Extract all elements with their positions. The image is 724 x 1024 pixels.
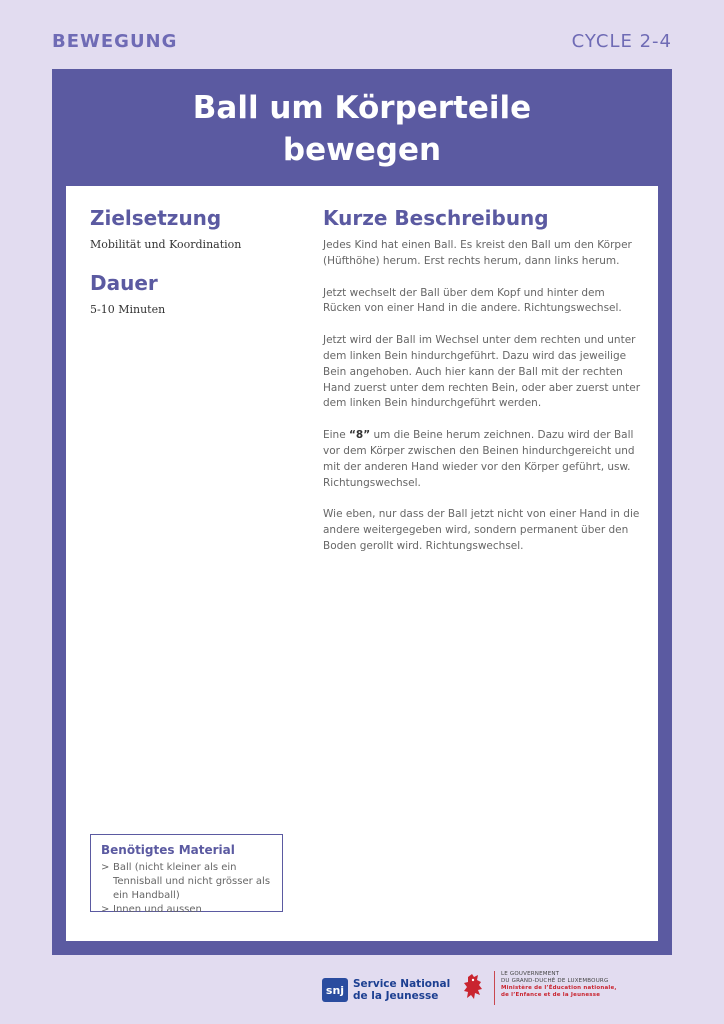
p4-bold: “8” bbox=[349, 429, 371, 442]
material-item bbox=[101, 903, 272, 917]
material-box bbox=[90, 834, 283, 915]
left-column bbox=[90, 206, 290, 316]
snj-name-line-1: Service National bbox=[353, 978, 451, 990]
zielsetzung-heading: Zielsetzung bbox=[90, 206, 222, 230]
chevron-right-icon: > bbox=[101, 862, 110, 873]
gov-divider bbox=[494, 971, 495, 1005]
material-item-text: Ball (nicht kleiner als ein Tennisball und nicht grösser als ein Handball) bbox=[113, 862, 271, 901]
government-logo bbox=[460, 971, 617, 1005]
gov-text bbox=[501, 971, 617, 1005]
page-header bbox=[0, 0, 724, 60]
p4-pre: Eine bbox=[323, 429, 350, 442]
page-title bbox=[52, 87, 672, 171]
lion-icon bbox=[460, 971, 488, 1003]
description-paragraph-4 bbox=[323, 428, 643, 491]
description-paragraph-3: Jetzt wird der Ball im Wechsel unter dem rechten und unter dem linken Bein hindurchgeführt. Dazu wird das jeweilige Bein angehoben. Auch hier kann der Ball mit der rechten Hand zuerst unter dem rechten Bein, oder aber zuerst unter dem linken Bein hindurchgeführt werden. bbox=[323, 334, 641, 410]
snj-brand bbox=[322, 978, 450, 1002]
gov-line-2: DU GRAND-DUCHÉ DE LUXEMBOURG bbox=[501, 978, 609, 984]
snj-name bbox=[353, 978, 450, 1002]
material-item-text: Innen und aussen bbox=[113, 904, 202, 915]
snj-logo: snj bbox=[322, 978, 348, 1002]
dauer-heading: Dauer bbox=[90, 271, 158, 295]
description-paragraph-2: Jetzt wechselt der Ball über dem Kopf und hinter dem Rücken von einer Hand in die andere. Richtungswechsel. bbox=[323, 286, 622, 315]
beschreibung-heading: Kurze Beschreibung bbox=[323, 206, 549, 230]
dauer-text: 5-10 Minuten bbox=[90, 303, 166, 316]
zielsetzung-text: Mobilität und Koordination bbox=[90, 238, 242, 251]
gov-line-4: de l’Enfance et de la Jeunesse bbox=[501, 992, 601, 998]
category-label: BEWEGUNG bbox=[52, 31, 178, 52]
p4-post: um die Beine herum zeichnen. Dazu wird der Ball vor dem Körper zwischen den Beinen hindurchgereicht und mit der anderen Hand wieder vor den Körper geführt, usw. Richtungswechsel. bbox=[323, 429, 635, 489]
right-column bbox=[323, 206, 643, 571]
description-paragraph-1: Jedes Kind hat einen Ball. Es kreist den Ball um den Körper (Hüfthöhe) herum. Erst rechts herum, dann links herum. bbox=[323, 239, 632, 267]
description-body bbox=[323, 238, 643, 555]
material-item bbox=[101, 861, 272, 903]
material-heading: Benötigtes Material bbox=[101, 843, 235, 857]
page-footer bbox=[0, 965, 724, 1024]
title-line-2: bewegen bbox=[282, 132, 442, 168]
gov-line-3: Ministère de l’Éducation nationale, bbox=[501, 985, 617, 991]
chevron-right-icon: > bbox=[101, 904, 110, 915]
content-panel bbox=[66, 186, 658, 941]
cycle-label: CYCLE 2-4 bbox=[571, 31, 672, 52]
material-list bbox=[101, 861, 272, 917]
title-line-1: Ball um Körperteile bbox=[192, 90, 532, 126]
snj-name-line-2: de la Jeunesse bbox=[353, 990, 439, 1002]
activity-card bbox=[52, 69, 672, 955]
gov-line-1: LE GOUVERNEMENT bbox=[501, 971, 560, 977]
description-paragraph-5: Wie eben, nur dass der Ball jetzt nicht von einer Hand in die andere weitergegeben wird, sondern permanent über den Boden gerollt wird. Richtungswechsel. bbox=[323, 508, 640, 552]
